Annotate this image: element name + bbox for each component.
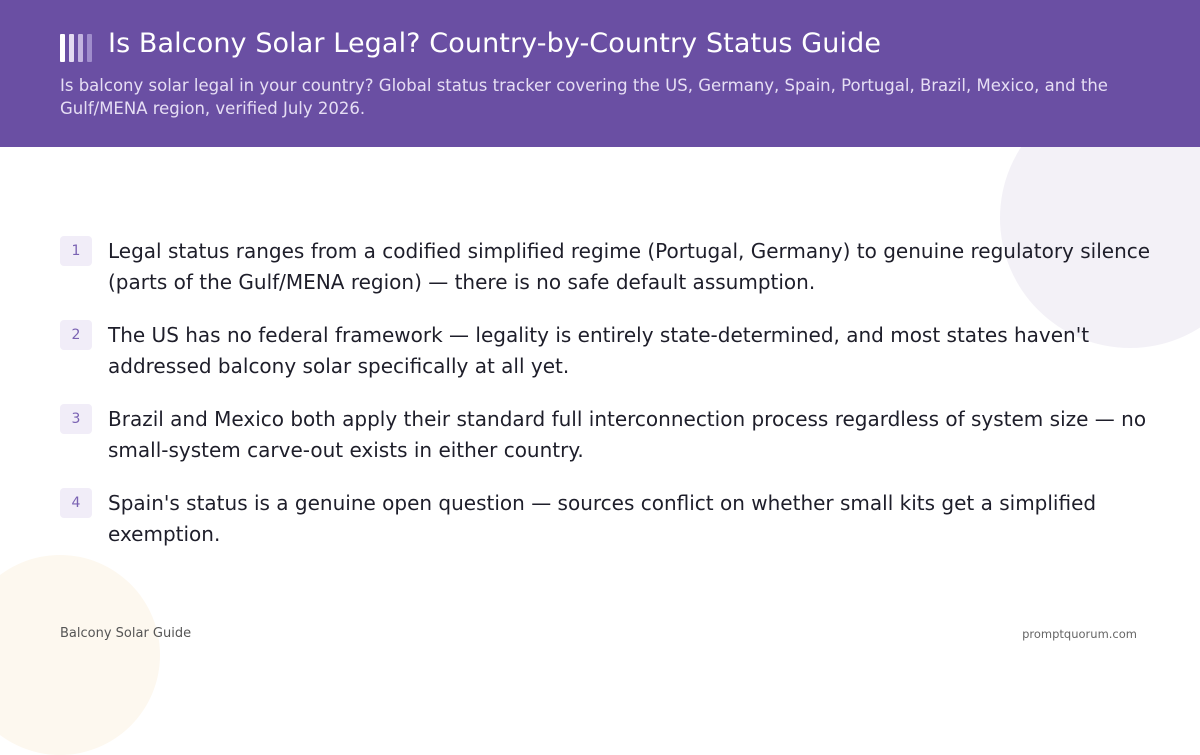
footer-brand: Balcony Solar Guide — [60, 626, 192, 641]
page-subtitle: Is balcony solar legal in your country? Global status tracker covering the US, Germany, Spain, Portugal, Brazil, Mexico, and the Gulf/MENA region, verified July 2026. — [60, 76, 1108, 118]
item-text: The US has no federal framework — legality is entirely state-determined, and most states haven't addressed balcony solar specifically at all yet. — [108, 323, 1090, 378]
item-number-badge: 4 — [60, 488, 92, 518]
item-text: Spain's status is a genuine open question — sources conflict on whether small kits get a simplified exemption. — [108, 491, 1097, 546]
footer-url: promptquorum.com — [1022, 627, 1137, 641]
decorative-circle-bottom — [0, 555, 160, 755]
list-item — [60, 236, 1175, 298]
item-text: Legal status ranges from a codified simplified regime (Portugal, Germany) to genuine regulatory silence (parts of the Gulf/MENA region) — there is no safe default assumption. — [108, 239, 1151, 294]
list-item — [60, 488, 1175, 550]
item-number-badge: 3 — [60, 404, 92, 434]
item-text: Brazil and Mexico both apply their standard full interconnection process regardless of system size — no small-system carve-out exists in either country. — [108, 407, 1147, 462]
logo-bars-icon — [60, 34, 94, 62]
item-number-badge: 1 — [60, 236, 92, 266]
key-points-list — [60, 236, 1175, 550]
page-title: Is Balcony Solar Legal? Country-by-Country Status Guide — [108, 28, 882, 59]
list-item — [60, 320, 1175, 382]
list-item — [60, 404, 1175, 466]
header-banner — [0, 0, 1200, 147]
item-number-badge: 2 — [60, 320, 92, 350]
